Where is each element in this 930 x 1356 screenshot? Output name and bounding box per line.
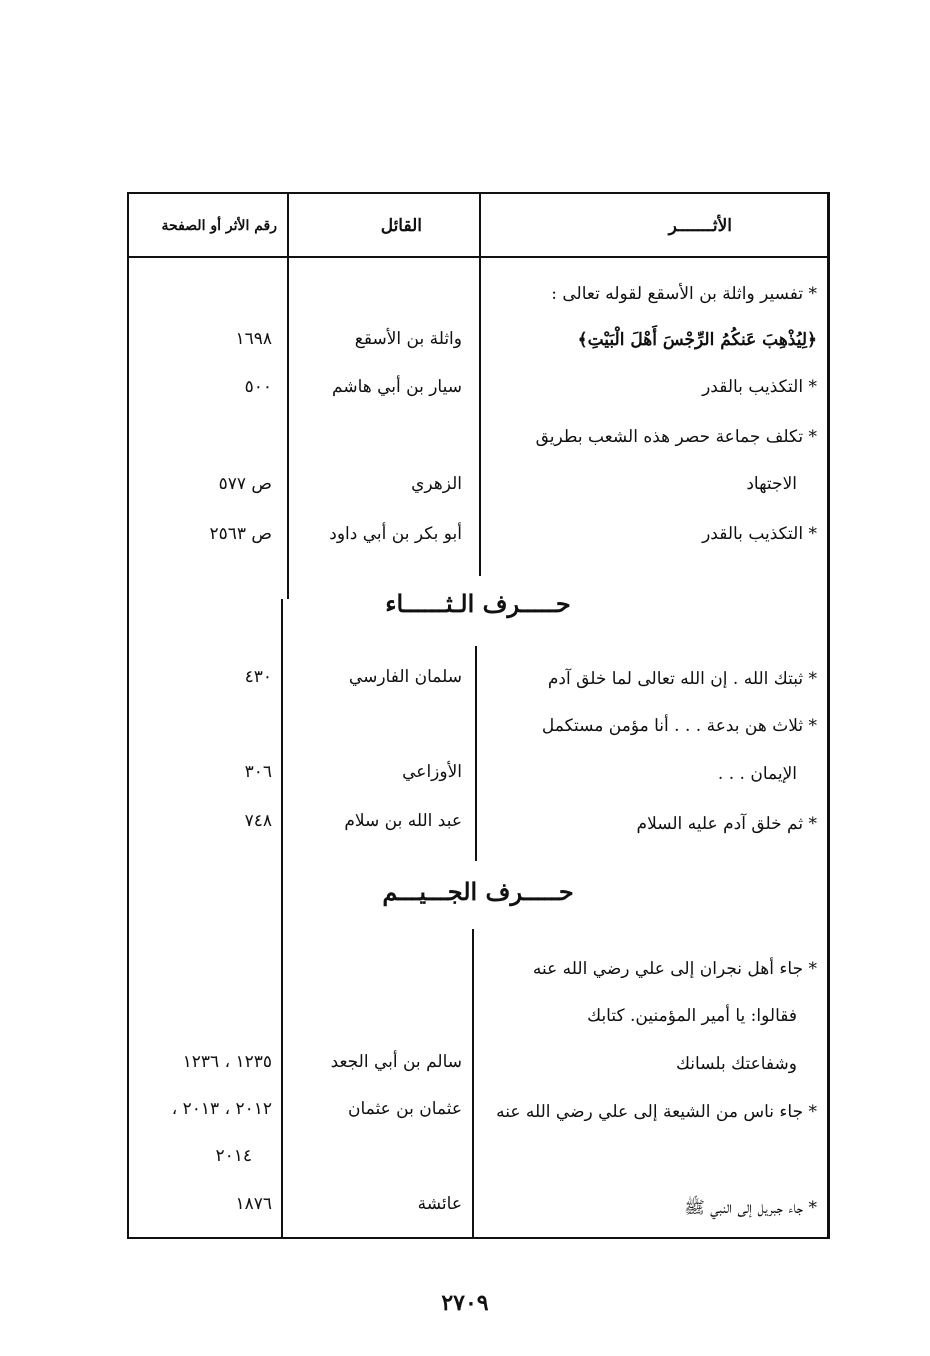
athar-c3: وشفاعتك بلسانك — [675, 1054, 797, 1074]
qa-c6: عائشة — [417, 1194, 462, 1214]
header-qa-il: القائل — [380, 216, 422, 236]
section-heading-jim: حـــــرف الجـــيـــم — [382, 877, 574, 906]
athar-c1: * جاء أهل نجران إلى علي رضي الله عنه — [532, 959, 817, 979]
ref-b1: ٤٣٠ — [244, 667, 272, 687]
ref-c4: ٢٠١٢ ، ٢٠١٣ ، — [171, 1099, 272, 1119]
athar-c2: فقالوا: يا أمير المؤمنين. كتابك — [587, 1006, 797, 1026]
ref-b3: ٣٠٦ — [244, 762, 272, 782]
header-rule — [129, 256, 827, 258]
athar-a2: ﴿لِيُذْهِبَ عَنكُمُ الرِّجْسَ أَهْلَ الْبَيْتِ﴾ — [577, 330, 817, 350]
divider-ref-a — [287, 256, 289, 599]
athar-b1: * ثبتك الله . إن الله تعالى لما خلق آدم — [547, 669, 817, 689]
athar-b3: الإيمان . . . — [717, 764, 797, 784]
qa-b1: سلمان الفارسي — [348, 667, 462, 687]
qa-a5: الزهري — [411, 474, 462, 494]
athar-c4: * جاء ناس من الشيعة إلى علي رضي الله عنه — [496, 1102, 817, 1122]
athar-c6: * جاء جبريل إلى النبي ﷺ — [684, 1198, 817, 1218]
divider-ref-header — [287, 194, 289, 256]
divider-qa-b — [475, 646, 477, 861]
qa-a3: سيار بن أبي هاشم — [332, 377, 462, 397]
athar-b2: * ثلاث هن بدعة . . . أنا مؤمن مستكمل — [541, 716, 817, 736]
header-athar: الأثـــــــر — [668, 216, 732, 236]
index-table — [127, 192, 830, 1239]
athar-b4: * ثم خلق آدم عليه السلام — [636, 814, 817, 834]
section-heading-tha: حـــــرف الـثــــــاء — [385, 589, 571, 618]
divider-ref-bc — [281, 599, 283, 1239]
ref-b4: ٧٤٨ — [244, 811, 272, 831]
divider-qa-a — [479, 256, 481, 576]
ref-a6: ص ٢٥٦٣ — [209, 524, 272, 544]
qa-b4: عبد الله بن سلام — [344, 811, 462, 831]
qa-a2: واثلة بن الأسقع — [354, 329, 462, 349]
ref-a2: ١٦٩٨ — [235, 329, 272, 349]
divider-qa-header — [479, 194, 481, 256]
athar-a4: * تكلف جماعة حصر هذه الشعب بطريق — [535, 427, 817, 447]
qa-b3: الأوزاعي — [402, 762, 462, 782]
page-number: ٢٧٠٩ — [441, 1290, 489, 1316]
ref-c6: ١٨٧٦ — [235, 1194, 272, 1214]
athar-a6: * التكذيب بالقدر — [702, 524, 817, 544]
header-ref: رقم الأثر أو الصفحة — [161, 218, 277, 234]
ref-c5: ٢٠١٤ — [215, 1146, 252, 1166]
ref-c3: ١٢٣٥ ، ١٢٣٦ — [182, 1052, 272, 1072]
ref-a5: ص ٥٧٧ — [218, 474, 272, 494]
ref-a3: ٥٠٠ — [244, 377, 272, 397]
divider-qa-c — [472, 929, 474, 1239]
athar-a1: * تفسير واثلة بن الأسقع لقوله تعالى : — [551, 284, 817, 304]
qa-a6: أبو بكر بن أبي داود — [329, 524, 462, 544]
qa-c3: سالم بن أبي الجعد — [330, 1052, 462, 1072]
qa-c4: عثمان بن عثمان — [347, 1099, 462, 1119]
athar-a5: الاجتهاد — [746, 474, 797, 494]
athar-a3: * التكذيب بالقدر — [702, 377, 817, 397]
